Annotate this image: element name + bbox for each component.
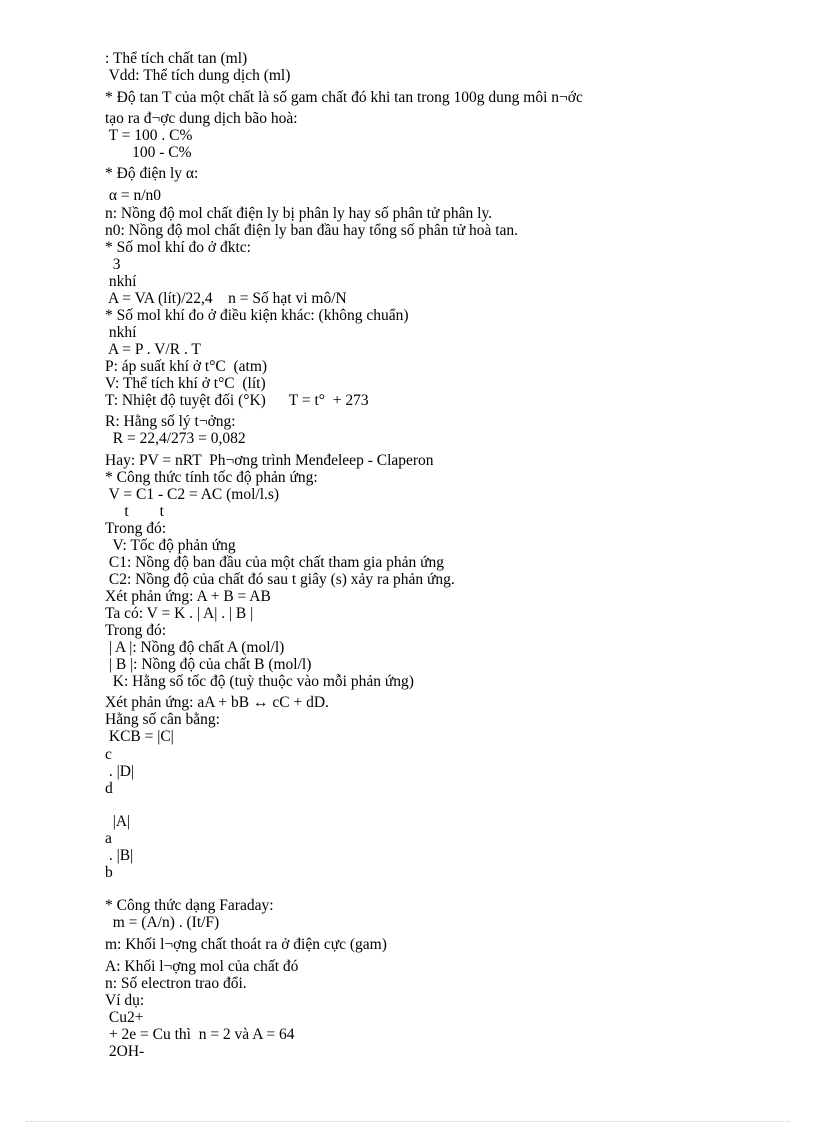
text-line: b [105,864,113,881]
text-line: m: Khối l¬ợng chất thoát ra ở điện cực (gam) [105,936,387,953]
text-line: A: Khối l¬ợng mol của chất đó [105,958,299,975]
text-line: Ta có: V = K . | A| . | B | [105,605,254,622]
text-line: Xét phản ứng: A + B = AB [105,588,271,605]
text-line: Hằng số cân bằng: [105,711,220,728]
text-line: c [105,746,112,763]
text-line: n0: Nồng độ mol chất điện ly ban đầu hay tổng số phân tử hoà tan. [105,222,519,239]
text-line: R = 22,4/273 = 0,082 [105,430,246,447]
text-line: Xét phản ứng: aA + bB ↔ cC + dD. [105,694,329,711]
text-line: 2OH- [105,1043,145,1060]
page-bottom-divider [26,1121,790,1122]
text-line: Hay: PV = nRT Ph¬ơng trình Menđeleep - Claperon [105,452,434,469]
text-line: nkhí [105,324,137,341]
text-line: C1: Nồng độ ban đầu của một chất tham gia phản ứng [105,554,444,571]
text-line: α = n/n0 [105,187,162,204]
text-line: V: Tốc độ phản ứng [105,537,236,554]
text-line: Cu2+ [105,1009,144,1026]
text-line: * Độ điện ly α: [105,165,199,182]
text-line: t t [105,503,164,520]
text-line: * Số mol khí đo ở đktc: [105,239,251,256]
text-line: V = C1 - C2 = AC (mol/l.s) [105,486,280,503]
text-line: | B |: Nồng độ của chất B (mol/l) [105,656,312,673]
text-line: 100 - C% [105,144,192,161]
text-line: m = (A/n) . (It/F) [105,914,220,931]
text-line: R: Hằng số lý t¬ởng: [105,413,236,430]
text-line: * Công thức dạng Faraday: [105,897,274,914]
text-line: P: áp suất khí ở t°C (atm) [105,358,268,375]
text-line: T = 100 . C% [105,127,193,144]
text-line: |A| [105,813,131,830]
text-line: 3 [105,256,121,273]
text-line: nkhí [105,273,137,290]
text-line: n: Số electron trao đổi. [105,975,247,992]
text-line: Trong đó: [105,622,167,639]
text-line: Trong đó: [105,520,167,537]
text-line: . |B| [105,847,134,864]
text-line: a [105,830,112,847]
text-line: . |D| [105,763,135,780]
text-line: + 2e = Cu thì n = 2 và A = 64 [105,1026,295,1043]
text-line: * Độ tan T của một chất là số gam chất đó khi tan trong 100g dung môi n¬ớc [105,89,583,106]
text-line: T: Nhiệt độ tuyệt đối (°K) T = t° + 273 [105,392,369,409]
text-line: * Số mol khí đo ở điều kiện khác: (không chuẩn) [105,307,409,324]
text-line: tạo ra đ¬ợc dung dịch bão hoà: [105,110,298,127]
text-line: Vdd: Thể tích dung dịch (ml) [105,67,291,84]
text-line: A = VA (lít)/22,4 n = Số hạt vi mô/N [105,290,347,307]
text-line: | A |: Nồng độ chất A (mol/l) [105,639,285,656]
text-line: C2: Nồng độ của chất đó sau t giây (s) xảy ra phản ứng. [105,571,455,588]
text-line: * Công thức tính tốc độ phản ứng: [105,469,318,486]
text-line: V: Thể tích khí ở t°C (lít) [105,375,266,392]
text-line: n: Nồng độ mol chất điện ly bị phân ly hay số phân tử phân ly. [105,205,493,222]
text-line: A = P . V/R . T [105,341,201,358]
text-line: Ví dụ: [105,992,145,1009]
text-line: K: Hằng số tốc độ (tuỳ thuộc vào mỗi phản ứng) [105,673,414,690]
text-line: KCB = |C| [105,728,174,745]
text-line: : Thể tích chất tan (ml) [105,50,248,67]
text-line: d [105,780,113,797]
